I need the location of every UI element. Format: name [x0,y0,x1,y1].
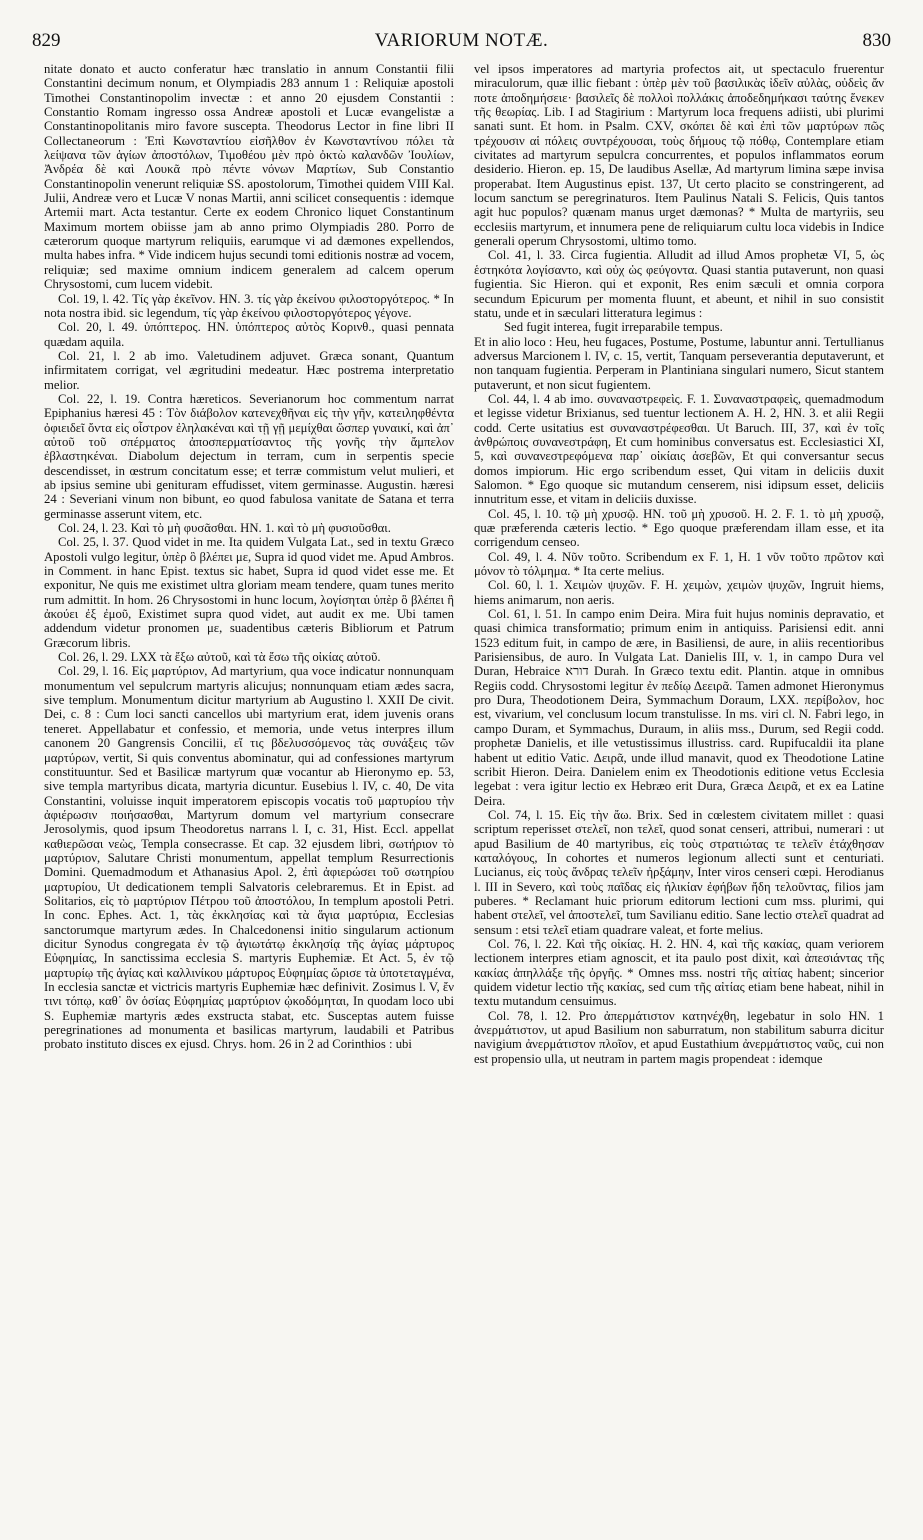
right-column [474,62,884,1066]
note-paragraph: Col. 41, l. 33. Circa fugientia. Alludit ad illud Amos prophetæ VI, 5, ὡς ἑστηκότα λογίσαντο, καὶ οὐχ ὡς φεύγοντα. Quasi stantia putaverunt, non quasi fugientia. Sic Hieron. qui et exponit, Res enim sæculi et omnia corpora secundum Epicurum per momenta fluunt, et abeunt, et nihil in suo consistit statu, unde et in sæculari litteratura legimus : [474,248,884,320]
note-paragraph: Et in alio loco : Heu, heu fugaces, Postume, Postume, labuntur anni. Tertullianus adversus Marcionem l. IV, c. 15, vertit, Tanquam perseverantia deputaverunt, et non tanquam fugientia. Perperam in Plantiniana singulari numero, Sicut stantem putaverunt, et non sicut fugientem. [474,334,884,392]
note-paragraph: Col. 21, l. 2 ab imo. Valetudinem adjuvet. Græca sonant, Quantum infirmitatem corrigat, vel ægritudini medeatur. Hæc postrema interpretatio melior. [44,348,454,392]
note-paragraph: Col. 60, l. 1. Χειμὼν ψυχῶν. F. H. χειμὼν, χειμὼν ψυχῶν, Ingruit hiems, hiems animarum, non aeris. [474,578,884,607]
note-paragraph: vel ipsos imperatores ad martyria profectos ait, ut spectaculo fruerentur miraculorum, quæ illic fiebant : ὑπὲρ μὲν τοῦ βασιλικὰς ἰδεῖν αὐλὰς, οὐδεὶς ἄν ποτε ἀποδημήσειε· βασιλεῖς δὲ πολλοὶ πολλάκις ἀποδεδημήκασι ταύτης ἕνεκεν τῆς θεωρίας. Lib. I ad Stagirium : Martyrum loca frequens adiisti, ubi plurimi sanati sunt. Et hom. in Psalm. CXV, σκόπει δὲ καὶ ἐπὶ τῶν μαρτύρων πῶς τρέχουσιν αἱ πόλεις συντρέχουσαι, τοὺς δήμους τῷ πόθῳ, Contemplare etiam civitates ad martyrum sepulcra concurrentes, et populos inflammatos eorum desiderio. Hieron. ep. 15, De laudibus Asellæ, Ad martyrum limina sæpe invisa properabat. Item Augustinus epist. 137, Ut certo placito se constringerent, ad locum sanctum se peregrinaturos. Item Paulinus Natali S. Felicis, Quis tantos agit huc populos? quænam manus urget dæmonas? * Multa de martyriis, seu ecclesiis martyrum, et innumera pene de reliquiarum cultu loca videbis in Indice generali operum Chrysostomi, ultimo tomo. [474,62,884,249]
page-number-left: 829 [32,30,61,51]
note-paragraph: Col. 45, l. 10. τῷ μὴ χρυσῷ. HN. τοῦ μὴ χρυσοῦ. H. 2. F. 1. τὸ μὴ χρυσῷ, quæ præferenda cæteris lectio. * Ego quoque præferendam illam esse, et ita corrigendum censeo. [474,506,884,550]
note-paragraph: Col. 44, l. 4 ab imo. συναναστρεφεὶς. F. 1. Συναναστραφεὶς, quemadmodum et legisse videtur Brixianus, sed tuentur lectionem A. H. 2, HN. 3. et alii Regii codd. Certe usitatius est συναναστρέφεσθαι. Ut Baruch. III, 37, καὶ ἐν τοῖς ἀνθρώποις συνανεστράφη, Et cum hominibus conversatus est. Ecclesiastici XI, 5, καὶ συνανεστρεφόμενα παρ᾽ οἰκίαις ἀσεβῶν, Et qui conversantur secus domos impiorum. Hic ergo scribendum esset, Qui vitam in deliciis duxit Salomon. * Ego quoque sic mutandum censerem, nisi idipsum esset, deliciis innutritum esse, et vitam in deliciis duxisse. [474,391,884,507]
note-paragraph: Col. 22, l. 19. Contra hæreticos. Severianorum hoc commentum narrat Epiphanius hæresi 45 : Τὸν διάβολον κατενεχθῆναι εἰς τὴν γῆν, κατειληφθέντα ὀφιειδεῖ ὄντα εἰς οἶστρον ἐληλακέναι καὶ τῇ γῇ μεμίχθαι ὥσπερ γυναικί, καὶ ἀπ᾽ αὐτοῦ τοῦ σπέρματος ἀποσπερματίσαντος τῆς γονῆς τὴν ἄμπελον ἐβλαστηκέναι. Diabolum dejectum in terram, cum in serpentis specie descendisset, in œstrum concitatum esse; et terræ commistum velut mulieri, et ab ipsius semine ubi genituram effudisset, vitem germinasse. Augustin. hæresi 24 : Severiani vinum non bibunt, eo quod fabulosa vanitate de Satana et terra germinasse asserunt vitem, etc. [44,391,454,521]
note-paragraph: Col. 29, l. 16. Εἰς μαρτύριον, Ad martyrium, qua voce indicatur nonnunquam monumentum vel sepulcrum martyris alicujus; nonnunquam etiam ædes sacra, sive templum. Monumentum dicitur martyrium ab Augustino l. XXII De civit. Dei, c. 8 : Cum loci sancti cancellos ubi martyrium erat, idem juvenis orans teneret. Appellabatur et confessio, et memoria, unde vetus interpres illum canonem 20 Gangrensis Concilii, εἴ τις βδελυσσόμενος τὰς συνάξεις τῶν μαρτύρων, vertit, Si quis conventus abominatur, qui ad confessiones martyrum constituuntur. Sed et Basilicæ martyrum quæ vocantur ab Hieronymo ep. 53, sive templa martyribus dicata, martyria dicuntur. Eusebius l. IV, c. 40, De vita Constantini, voluisse inquit imperatorem episcopis vocatis τοῦ μαρτυρίου τὴν ἀφιέρωσιν ποιήσασθαι, Martyrum domum vel martyrium consecrare Jerosolymis, quod ipsum Theodoretus narrans l. I, c. 31, Hist. Eccl. appellat καθιερῶσαι νεὼς, Templa consecrasse. Et cap. 32 ejusdem libri, σωτήριον τὸ μαρτύριον, Salutare Christi monumentum, appellat templum Resurrectionis Domini. Quemadmodum et Athanasius Apol. 2, ἐπὶ ἀφιερώσει τοῦ σωτηρίου μαρτυρίου, Ut dedicationem templi Salvatoris celebraremus. Et in Epist. ad Solitarios, εἰς τὸ μαρτύριον Πέτρου τοῦ ἀποστόλου, In templum apostoli Petri. In conc. Ephes. Act. 1, τὰς ἐκκλησίας καὶ τὰ ἅγια μαρτύρια, Ecclesias sanctorumque martyrum ædes. In Chalcedonensi initio singularum actionum dicitur Synodus congregata ἐν τῷ ἁγιωτάτῳ ἐκκλησίᾳ τῆς ἁγίας μάρτυρος Εὐφημίας, In sanctissima ecclesia S. martyris Euphemiæ. Et Act. 5, ἐν τῷ μαρτυρίῳ τῆς ἁγίας καὶ καλλινίκου μάρτυρος Εὐφημίας ὥρισε τὰ ὑποτεταγμένα, In ecclesia sanctæ et victricis martyris Euphemiæ hæc definivit. Zosimus l. V, ἔν τινι τόπῳ, καθ᾽ ὃν ὁσίας Εὐφημίας μαρτύριον ᾠκοδόμηται, In quodam loco ubi S. Euphemiæ martyris ædes exstructa stabat, etc. Susceptas autem fuisse peregrinationes ad monumenta et basilicas martyrum, laudabili et Patribus probato instituto disces ex ejusd. Chrys. hom. 26 in 2 ad Corinthios : ubi [44,664,454,1052]
running-title: VARIORUM NOTÆ. [374,30,549,51]
verse-quotation: Sed fugit interea, fugit irreparabile tempus. [504,320,723,335]
page-number-right: 830 [862,30,891,51]
note-paragraph: Col. 74, l. 15. Εἰς τὴν ἄω. Brix. Sed in cœlestem civitatem millet : quasi scriptum reperisset στελεῖ, non τελεῖ, quod sonat censeri, attribui, numerari : ut apud Basilium de 40 martyribus, εἰς τοὺς στρατιώτας τε τελεῖν ἐτάχθησαν καταλόγους, In cohortes et numeros legionum allecti sunt et centuriati. Lucianus, εἰς τοὺς ἄνδρας τελεῖν ἠρξάμην, Inter viros censeri cœpi. Herodianus l. III in Severo, καὶ τοὺς παῖδας εἰς ἡλικίαν ἐφήβων ἤδη τελοῦντας, filios jam puberes. * Reclamant huic priorum editorum lectioni cum mss. plurimi, qui habent στελεῖ, vel ἀποστελεῖ, tum Savilianu editio. Sane lectio στελεῖ quadrat ad sensum : etsi τελεῖ etiam quadrare valeat, et forte melius. [474,807,884,937]
note-paragraph: Col. 76, l. 22. Καὶ τῆς οἰκίας. H. 2. HN. 4, καὶ τῆς κακίας, quam veriorem lectionem interpres etiam agnoscit, et ita paulo post dixit, καὶ ἀπεσιάντας τῆς κακίας ἀπηλλάξε τῆς ὀργῆς. * Omnes mss. nostri τῆς αἰτίας habent; sincerior quidem videtur lectio τῆς κακίας, sed cum τῆς αἰτίας etiam bene habeat, nihil in textu mutandum censuimus. [474,936,884,1009]
note-paragraph: nitate donato et aucto conferatur hæc translatio in annum Constantii filii Constantini decimum nonum, et Olympiadis 283 annum 1 : Reliquiæ apostoli Timothei Constantinopolim invectæ : et anno 20 ejusdem Constantii : Constantio Romam ingresso ossa Andreæ apostoli et Lucæ evangelistæ a Constantinopolitanis miro favore suscepta. Theodorus Lector in fine libri II Collectaneorum : Ἐπὶ Κωνσταντίου εἰσῆλθον ἐν Κωνσταντίνου πόλει τὰ λείψανα τῶν ἁγίων ἀποστόλων, Τιμοθέου μὲν πρὸ ὀκτὼ καλανδῶν Ἰουλίων, Ἀνδρέα δὲ καὶ Λουκᾶ πρὸ πέντε νόνων Μαρτίων, Sub Constantio Constantinopolin venerunt reliquiæ SS. apostolorum, Timothei quidem VIII Kal. Julii, Andreæ vero et Lucæ V nonas Martii, anni scilicet consequentis : idemque Artemii mart. Acta testantur. Certe ex eodem Chronico liquet Constantinum Maximum mortem obiisse jam ab anno primo Olympiadis 280. Porro de cæterorum quoque martyrum reliquiis, earumque vi ad dæmones expellendos, multa habes infra. * Vide indicem hujus secundi tomi editionis nostræ ad vocem, reliquiæ; sed maxime omnium indicem generalem ad calcem operum Chrysostomi, cum lucem videbit. [44,62,454,292]
note-paragraph: Col. 26, l. 29. LXX τὰ ἔξω αὐτοῦ, καὶ τὰ ἔσω τῆς οἰκίας αὐτοῦ. [58,650,381,665]
note-paragraph: Col. 49, l. 4. Νῦν τοῦτο. Scribendum ex F. 1, H. 1 νῦν τοῦτο πρῶτον καὶ μόνον τὸ τόλμημα. * Ita certe melius. [474,549,884,579]
note-paragraph: Col. 19, l. 42. Τίς γὰρ ἐκεῖνον. HN. 3. τίς γὰρ ἐκείνου φιλοστοργότερος. * In nota nostra ibid. sic legendum, τίς γὰρ ἐκείνου φιλοστοργότερος γέγονε. [44,291,454,320]
note-paragraph: Col. 20, l. 49. ὑπόπτερος. HN. ὑπόπτερος αὐτὸς Κορινθ., quasi pennata quædam aquila. [44,320,454,349]
note-paragraph: Col. 78, l. 12. Pro ἀπερμάτιστον κατηνέχθη, legebatur in solo HN. 1 ἀνερμάτιστον, ut apud Basilium non saburratum, non stabilitum saburra dicitur navigium ἀνερμάτιστον πλοῖον, et apud Eustathium ἀνερμάτιστος ναῦς, cui non est propensio ulla, ut neutram in partem magis propendeat : idemque [474,1008,884,1066]
note-paragraph: Col. 61, l. 51. In campo enim Deira. Mira fuit hujus nominis depravatio, et quasi chimica transformatio; primum enim in antiquiss. Parisiensi edit. anni 1523 editum fuit, in campo de ære, in Basiliensi, de aure, in aliis recentioribus Parisiensibus, de auro. In Vulgata Lat. Danielis III, v. 1, in campo Dura vel Duran, Hebraice דורא Durah. In Græco textu edit. Plantin. atque in omnibus Regiis codd. Chrysostomi legitur ἐν πεδίῳ Δεειρᾶ. Tamen admonet Hieronymus pro Dura, Theodotionem Deira, Symmachum Doraum, LXX. περίβολον, hoc est, vivarium, vel conclusum locum transtulisse. In ms. viri cl. N. Fabri lego, in campo Duram, et Symmachus, Duraum, in aliis mss., Durum, sed Regii codd. prophetæ Danielis, et ille vetustissimus illustriss. card. Rupifucaldii ita plane habent ut editio Vatic. Δειρᾶ, unde illud manavit, quod ex Theodotione Latine scribit Hieron. Deira. Danielem enim ex Theodotionis editione vetus Ecclesia legebat : vera igitur lectio ex Hebræo erit Dura, Græca Δειρᾶ, et ex ea Latine Deira. [474,607,884,808]
left-column [44,62,454,1052]
note-paragraph: Col. 25, l. 37. Quod videt in me. Ita quidem Vulgata Lat., sed in textu Græco Apostoli vulgo legitur, ὑπὲρ ὃ βλέπει με, Supra id quod videt me. Apud Ambros. in Comment. in hanc Epist. textus sic habet, Supra id quod videt esse me. Et exponitur, Ne quis me existimet ultra gloriam meam tendere, quam tunes merito rum admittit. In hom. 26 Chrysostomi in hunc locum, λογίσηται ὑπὲρ ὃ βλέπει ἢ ἀκούει ἐξ ἐμοῦ, Existimet supra quod videt, aut audit ex me. Ubi tamen addendum videtur pronomen με, suadentibus cæteris Bibliorum et Patrum Græcorum libris. [44,535,454,650]
note-paragraph: Col. 24, l. 23. Καὶ τὸ μὴ φυσᾶσθαι. HN. 1. καὶ τὸ μὴ φυσιοῦσθαι. [58,521,391,535]
page-header [32,30,891,60]
